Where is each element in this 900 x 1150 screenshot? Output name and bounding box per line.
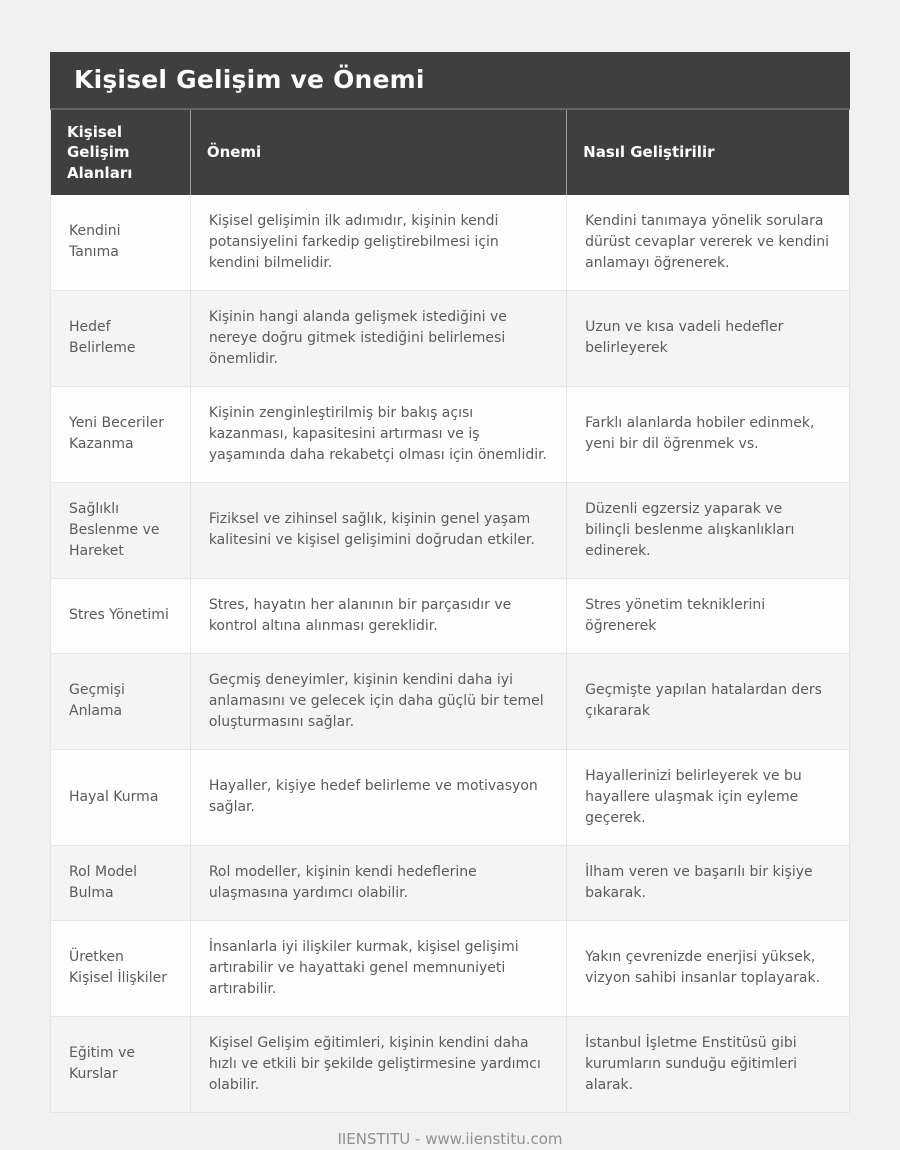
table-row	[51, 749, 850, 845]
table-row	[51, 290, 850, 386]
table-body	[51, 195, 850, 1113]
table-header	[51, 110, 850, 195]
row-how-text: Yakın çevrenizde enerjisi yüksek, vizyon sahibi insanlar toplayarak.	[567, 920, 850, 1016]
personal-development-table	[50, 110, 850, 1113]
row-importance-text: Kişinin zenginleştirilmiş bir bakış açısı kazanması, kapasitesini artırması ve iş yaşamında daha rekabetçi olması için önemlidir.	[190, 386, 566, 482]
column-header-how: Nasıl Geliştirilir	[567, 110, 850, 195]
row-importance-text: Fiziksel ve zihinsel sağlık, kişinin genel yaşam kalitesini ve kişisel gelişimini doğrudan etkiler.	[190, 482, 566, 578]
row-how-text: İstanbul İşletme Enstitüsü gibi kurumların sunduğu eğitimleri alarak.	[567, 1016, 850, 1112]
row-importance-text: Kişinin hangi alanda gelişmek istediğini ve nereye doğru gitmek istediğini belirlemesi önemlidir.	[190, 290, 566, 386]
row-importance-text: Hayaller, kişiye hedef belirleme ve motivasyon sağlar.	[190, 749, 566, 845]
table-row	[51, 482, 850, 578]
row-importance-text: Kişisel gelişimin ilk adımıdır, kişinin kendi potansiyelini farkedip geliştirebilmesi için kendini bilmelidir.	[190, 195, 566, 291]
row-area-label: Eğitim ve Kurslar	[51, 1016, 191, 1112]
table-row	[51, 845, 850, 920]
footer-credit: IIENSTITU - www.iienstitu.com	[337, 1129, 563, 1148]
row-how-text: Uzun ve kısa vadeli hedefler belirleyerek	[567, 290, 850, 386]
row-area-label: Hedef Belirleme	[51, 290, 191, 386]
table-row	[51, 1016, 850, 1112]
header-row	[51, 110, 850, 195]
table-row	[51, 195, 850, 291]
row-importance-text: Kişisel Gelişim eğitimleri, kişinin kendini daha hızlı ve etkili bir şekilde geliştirmesine yardımcı olabilir.	[190, 1016, 566, 1112]
row-how-text: Geçmişte yapılan hatalardan ders çıkararak	[567, 653, 850, 749]
row-area-label: Sağlıklı Beslenme ve Hareket	[51, 482, 191, 578]
row-importance-text: Stres, hayatın her alanının bir parçasıdır ve kontrol altına alınması gereklidir.	[190, 578, 566, 653]
row-importance-text: Geçmiş deneyimler, kişinin kendini daha iyi anlamasını ve gelecek için daha güçlü bir temel oluşturmasını sağlar.	[190, 653, 566, 749]
row-area-label: Hayal Kurma	[51, 749, 191, 845]
row-how-text: Düzenli egzersiz yaparak ve bilinçli beslenme alışkanlıkları edinerek.	[567, 482, 850, 578]
row-area-label: Stres Yönetimi	[51, 578, 191, 653]
row-how-text: Stres yönetim tekniklerini öğrenerek	[567, 578, 850, 653]
row-area-label: Kendini Tanıma	[69, 223, 121, 261]
row-importance-text: İnsanlarla iyi ilişkiler kurmak, kişisel gelişimi artırabilir ve hayattaki genel memnuniyeti artırabilir.	[190, 920, 566, 1016]
row-how-text: İlham veren ve başarılı bir kişiye bakarak.	[567, 845, 850, 920]
column-header-importance: Önemi	[190, 110, 566, 195]
table-row	[51, 386, 850, 482]
row-area-label: Rol Model Bulma	[51, 845, 191, 920]
table-row	[51, 920, 850, 1016]
row-how-text: Kendini tanımaya yönelik sorulara dürüst cevaplar vererek ve kendini anlamayı öğrenerek.	[567, 195, 850, 291]
page-title: Kişisel Gelişim ve Önemi	[50, 52, 850, 110]
column-header-areas: Kişisel Gelişim Alanları	[51, 110, 191, 195]
table-row	[51, 578, 850, 653]
row-how-text: Hayallerinizi belirleyerek ve bu hayallere ulaşmak için eyleme geçerek.	[567, 749, 850, 845]
table-row	[51, 653, 850, 749]
row-area-label: Yeni Beceriler Kazanma	[51, 386, 191, 482]
row-how-text: Farklı alanlarda hobiler edinmek, yeni bir dil öğrenmek vs.	[567, 386, 850, 482]
personal-development-card	[50, 52, 850, 1113]
row-importance-text: Rol modeller, kişinin kendi hedeflerine ulaşmasına yardımcı olabilir.	[190, 845, 566, 920]
row-area-label: Geçmişi Anlama	[51, 653, 191, 749]
row-area-label: Üretken Kişisel İlişkiler	[51, 920, 191, 1016]
